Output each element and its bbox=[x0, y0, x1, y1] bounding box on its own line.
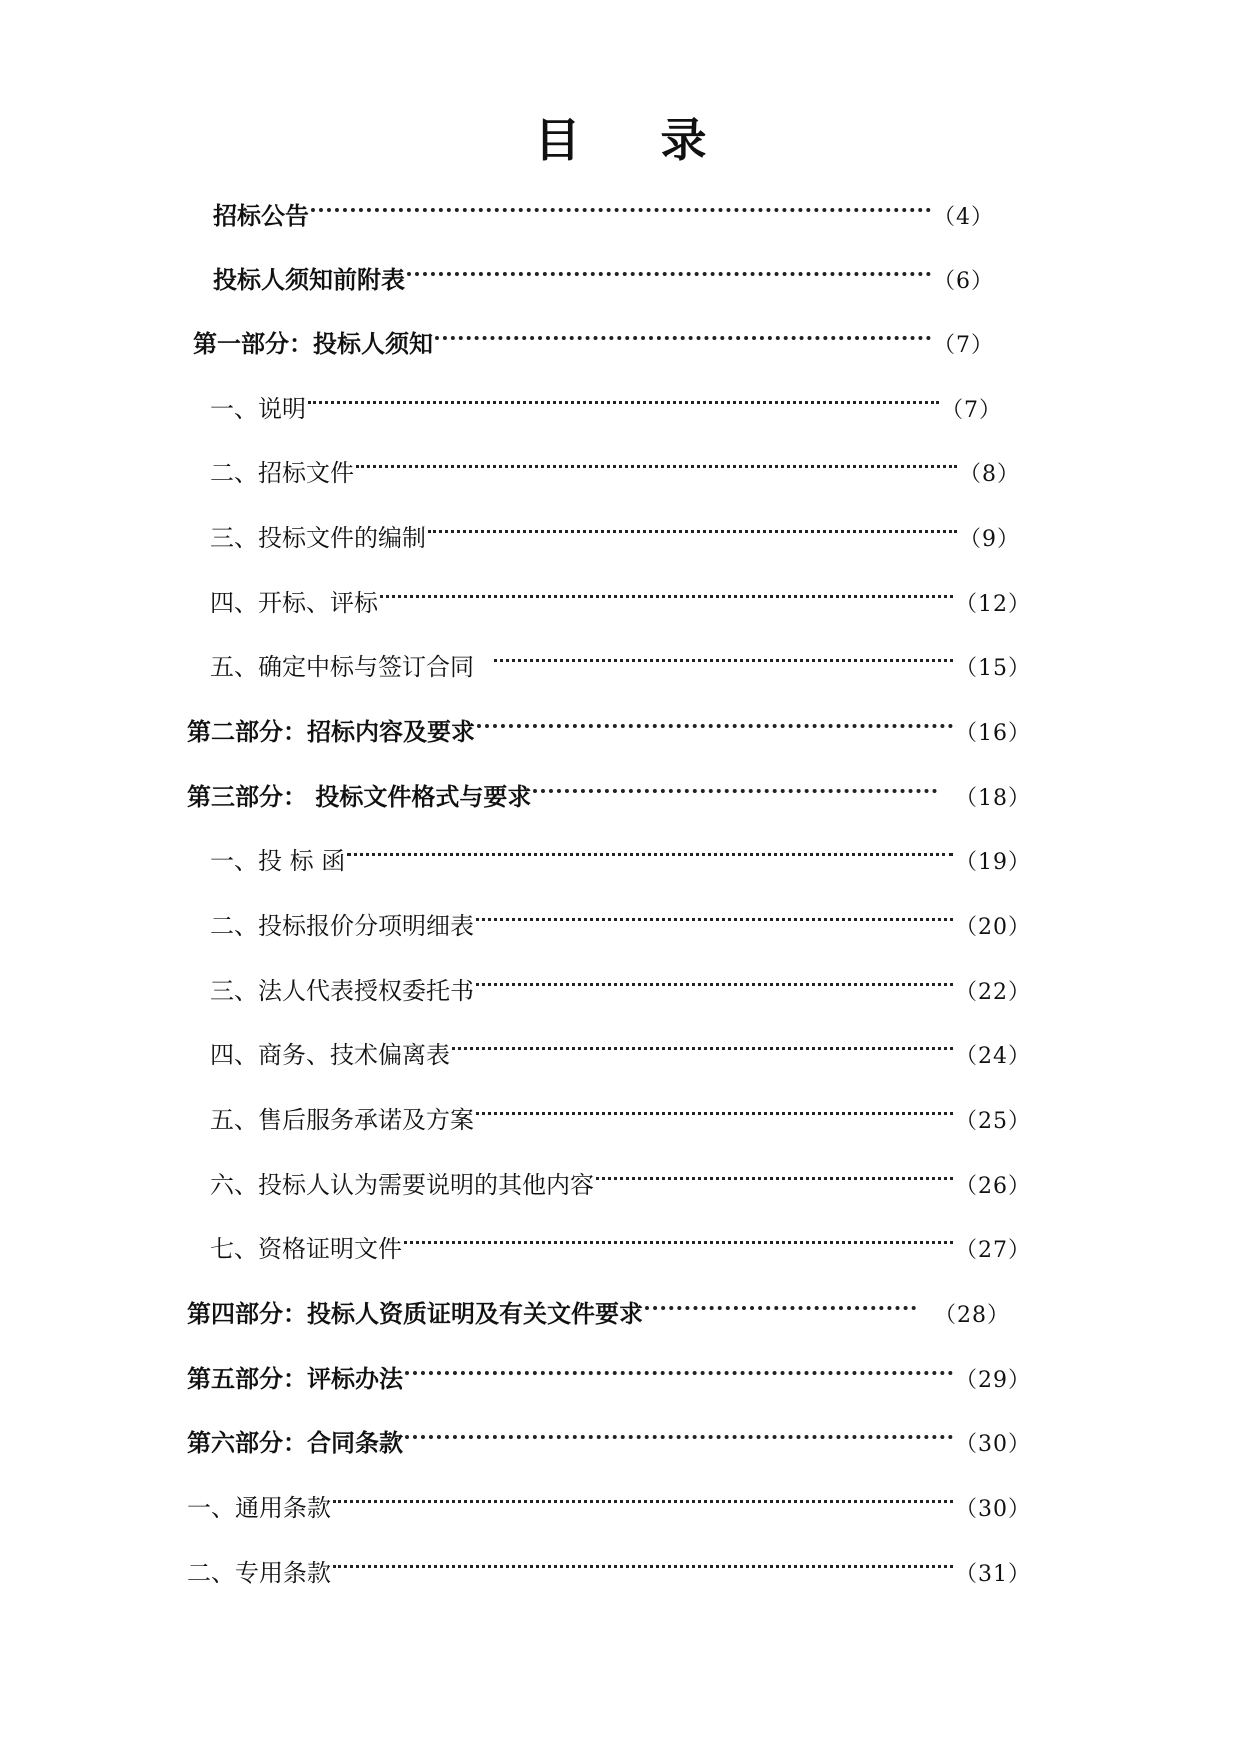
toc-entry-label: 第四部分：投标人资质证明及有关文件要求 bbox=[187, 1300, 643, 1328]
toc-entry[interactable] bbox=[187, 1411, 1031, 1457]
toc-entry-label: 第五部分：评标办法 bbox=[187, 1365, 403, 1393]
toc-leader-dots bbox=[333, 1541, 953, 1581]
toc-entry[interactable] bbox=[187, 700, 1031, 746]
toc-leader-dots bbox=[476, 959, 953, 999]
toc-entry-page: （7） bbox=[933, 333, 994, 358]
toc-entry-page: （30） bbox=[955, 1432, 1031, 1457]
toc-entry-page: （19） bbox=[955, 850, 1031, 875]
toc-entry[interactable] bbox=[210, 506, 1020, 552]
toc-leader-dots bbox=[645, 1282, 916, 1322]
toc-entry-page: （29） bbox=[955, 1368, 1031, 1393]
toc-entry-page: （16） bbox=[955, 721, 1031, 746]
toc-entry-label: 第六部分：合同条款 bbox=[187, 1429, 403, 1457]
toc-entry[interactable] bbox=[187, 1541, 1031, 1587]
toc-entry[interactable] bbox=[210, 959, 1031, 1005]
toc-entry-page: （18） bbox=[955, 786, 1031, 811]
toc-entry-label: 招标公告 bbox=[213, 202, 309, 230]
toc-entry-label: 一、说明 bbox=[210, 395, 306, 423]
toc-entry-page: （7） bbox=[941, 398, 1002, 423]
toc-entry-label: 四、商务、技术偏离表 bbox=[210, 1041, 450, 1069]
toc-entry-label: 二、招标文件 bbox=[210, 459, 354, 487]
toc-entry-label: 投标人须知前附表 bbox=[213, 266, 405, 294]
toc-leader-dots bbox=[428, 506, 957, 546]
toc-entry-label: 第一部分：投标人须知 bbox=[193, 330, 433, 358]
toc-entry-label: 四、开标、评标 bbox=[210, 589, 378, 617]
toc-entry-page: （24） bbox=[955, 1044, 1031, 1069]
toc-entry-page: （20） bbox=[955, 915, 1031, 940]
toc-entry-label: 六、投标人认为需要说明的其他内容 bbox=[210, 1171, 594, 1199]
toc-entry[interactable] bbox=[187, 1347, 1031, 1393]
toc-leader-dots bbox=[596, 1153, 953, 1193]
toc-entry-page: （22） bbox=[955, 980, 1031, 1005]
toc-leader-dots bbox=[405, 1347, 953, 1387]
toc-leader-dots bbox=[477, 700, 953, 740]
toc-entry-page: （9） bbox=[959, 527, 1020, 552]
toc-entry[interactable] bbox=[210, 829, 1031, 875]
toc-entry-label: 一、通用条款 bbox=[187, 1494, 331, 1522]
toc-entry[interactable] bbox=[210, 441, 1020, 487]
toc-entry-page: （31） bbox=[955, 1562, 1031, 1587]
toc-entry[interactable] bbox=[210, 894, 1031, 940]
toc-entry-label: 二、投标报价分项明细表 bbox=[210, 912, 474, 940]
toc-title bbox=[0, 110, 1241, 170]
toc-entry-label: 三、法人代表授权委托书 bbox=[210, 977, 474, 1005]
toc-leader-dots bbox=[494, 635, 953, 675]
toc-leader-dots bbox=[405, 1411, 953, 1451]
toc-leader-dots bbox=[308, 377, 939, 417]
toc-entry-label: 第二部分：招标内容及要求 bbox=[187, 718, 475, 746]
toc-entry-label: 一、投 标 函 bbox=[210, 847, 346, 875]
toc-leader-dots bbox=[333, 1476, 953, 1516]
toc-leader-dots bbox=[476, 894, 953, 934]
toc-entry[interactable] bbox=[210, 1217, 1031, 1263]
toc-entry[interactable] bbox=[210, 571, 1031, 617]
toc-leader-dots bbox=[533, 765, 937, 805]
toc-entry-page: （28） bbox=[934, 1303, 1010, 1328]
toc-entry-label: 五、确定中标与签订合同 bbox=[210, 653, 474, 681]
toc-entry-label: 二、专用条款 bbox=[187, 1559, 331, 1587]
toc-entry-page: （30） bbox=[955, 1497, 1031, 1522]
toc-entry-page: （27） bbox=[955, 1238, 1031, 1263]
toc-leader-dots bbox=[476, 1088, 953, 1128]
toc-entry[interactable] bbox=[213, 248, 994, 294]
toc-entry-page: （8） bbox=[959, 462, 1020, 487]
toc-entry-page: （25） bbox=[955, 1109, 1031, 1134]
toc-entry[interactable] bbox=[193, 312, 994, 358]
toc-leader-dots bbox=[347, 829, 953, 869]
toc-title-char-1: 目 bbox=[534, 113, 581, 167]
toc-entry-label: 三、投标文件的编制 bbox=[210, 524, 426, 552]
toc-entry[interactable] bbox=[210, 1023, 1031, 1069]
toc-entry-page: （4） bbox=[933, 205, 994, 230]
toc-leader-dots bbox=[380, 571, 953, 611]
toc-leader-dots bbox=[452, 1023, 953, 1063]
toc-entry[interactable] bbox=[210, 377, 1002, 423]
toc-entry[interactable] bbox=[187, 1476, 1031, 1522]
toc-entry-label: 七、资格证明文件 bbox=[210, 1235, 402, 1263]
toc-entry[interactable] bbox=[213, 184, 994, 230]
toc-entry[interactable] bbox=[187, 765, 1031, 811]
toc-leader-dots bbox=[435, 312, 931, 352]
toc-leader-dots bbox=[404, 1217, 953, 1257]
toc-leader-dots bbox=[407, 248, 931, 288]
toc-title-char-2: 录 bbox=[660, 113, 707, 167]
toc-entry[interactable] bbox=[187, 1282, 1010, 1328]
toc-entry-page: （12） bbox=[955, 592, 1031, 617]
toc-entry[interactable] bbox=[210, 635, 1031, 681]
toc-leader-dots bbox=[356, 441, 957, 481]
toc-entry[interactable] bbox=[210, 1153, 1031, 1199]
toc-leader-dots bbox=[311, 184, 931, 224]
toc-entry-label: 第三部分： 投标文件格式与要求 bbox=[187, 783, 532, 811]
toc-entry-page: （15） bbox=[955, 656, 1031, 681]
toc-entry-page: （6） bbox=[933, 269, 994, 294]
toc-entry-label: 五、售后服务承诺及方案 bbox=[210, 1106, 474, 1134]
toc-entry[interactable] bbox=[210, 1088, 1031, 1134]
toc-entry-page: （26） bbox=[955, 1174, 1031, 1199]
